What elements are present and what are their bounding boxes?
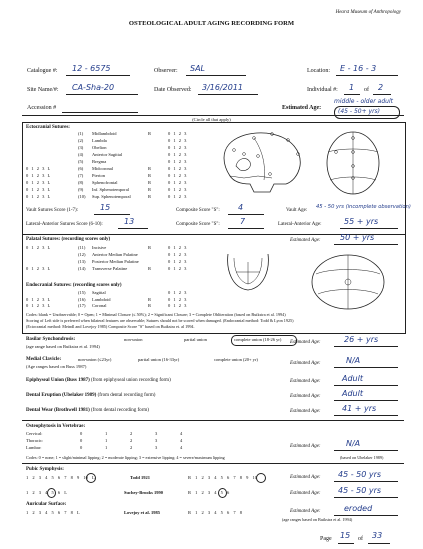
- clavicle-opt1: non-union (≤23yr): [78, 357, 112, 362]
- skull-lateral-diagram: [214, 128, 308, 196]
- basilar-circle: [231, 335, 297, 346]
- codes-line-1: Codes: blank = Unobservable; 0 = Open; 1 = Minimal Closure (≤ 50%); 2 = Significant Closure; 3 = Complete Obliteration (based on Buikstra et al. 1994): [26, 312, 286, 317]
- row-right-scale[interactable]: 0 1 2 3: [168, 166, 187, 171]
- date-label: Date Observed:: [154, 87, 192, 93]
- footer-page-label: Page: [320, 536, 332, 542]
- row-right-scale[interactable]: 0 1 2 3: [168, 303, 187, 309]
- pubic-todd-est-value[interactable]: 45 - 50 yrs: [338, 470, 382, 479]
- basilar-note: (age range based on Buikstra et al. 1994): [26, 344, 100, 349]
- vault-age-label: Vault Age:: [286, 208, 308, 213]
- epiphyseal-est-line: [334, 385, 398, 386]
- composite-a-line: [228, 214, 264, 215]
- osteophytosis-score-option[interactable]: 4: [180, 438, 183, 443]
- row-right-scale[interactable]: 0 1 2 3: [168, 180, 187, 185]
- osteophytosis-score-option[interactable]: 4: [180, 431, 183, 436]
- skull-superior-diagram: [322, 130, 384, 196]
- pubic-sb-est-value[interactable]: 45 - 50 yrs: [338, 486, 382, 495]
- row-right-marker: R: [148, 303, 152, 309]
- basilar-est-line: [334, 346, 398, 347]
- row-number: (10): [78, 194, 86, 199]
- individual-line: [344, 94, 360, 95]
- row-suture-name: Bregma: [92, 159, 107, 164]
- auricular-right[interactable]: R 1 2 3 4 5 6 7 8: [188, 510, 243, 515]
- row-right-scale[interactable]: 0 1 2 3: [168, 131, 187, 136]
- osteophytosis-score-option[interactable]: 1: [105, 438, 108, 443]
- catalogue-label: Catalogue #:: [27, 68, 58, 74]
- pubic-todd-est-label: Estimated Age:: [290, 475, 321, 480]
- row-right-scale[interactable]: 0 1 2 3: [168, 152, 187, 157]
- footer-page-line: [338, 543, 354, 544]
- osteophytosis-row-label: Cervical:: [26, 431, 43, 436]
- composite-b-label: Composite Score "S":: [176, 222, 220, 227]
- footer-of: of: [358, 536, 363, 542]
- osteophytosis-score-option[interactable]: 2: [130, 438, 133, 443]
- observer-value[interactable]: SAL: [190, 64, 206, 73]
- epiphyseal-label: Epiphyseal Union (Buss 1987): [26, 378, 90, 383]
- auricular-method: Lovejoy et al. 1985: [124, 510, 160, 515]
- row-number: (12): [78, 252, 86, 257]
- pubic-todd-method: Todd 1921: [130, 475, 150, 480]
- row-suture-name: Sphenofrontal: [92, 180, 118, 185]
- pubic-sb-method: Suchey-Brooks 1990: [124, 490, 164, 495]
- osteophytosis-codes-ref: (based on Ubelaker 1989): [340, 455, 384, 460]
- row-number: (4): [78, 152, 84, 157]
- location-line: [336, 75, 398, 76]
- row-right-marker: R: [148, 266, 152, 271]
- row-right-marker: R: [148, 187, 152, 192]
- pubic-sb-right-circle: [218, 488, 227, 498]
- vault-age-value[interactable]: 45 - 50 yrs (incomplete observation): [316, 204, 411, 210]
- epiphyseal-est-label: Estimated Age:: [290, 379, 321, 384]
- osteophytosis-score-option[interactable]: 3: [155, 445, 158, 450]
- osteophytosis-score-option[interactable]: 0: [80, 431, 83, 436]
- clavicle-est-value[interactable]: N/A: [346, 356, 361, 365]
- row-suture-name: Lambda: [92, 138, 107, 143]
- composite-a-value[interactable]: 4: [238, 203, 244, 212]
- auricular-note: (age ranges based on Buikstra et al. 1994): [282, 517, 353, 522]
- estimated-age-value-1[interactable]: middle - older adult: [334, 98, 393, 105]
- row-right-scale[interactable]: 0 1 2 3: [168, 187, 187, 192]
- row-right-marker: R: [148, 166, 152, 171]
- osteophytosis-score-option[interactable]: 1: [105, 445, 108, 450]
- accession-label: Accession #: [27, 105, 57, 111]
- row-right-scale[interactable]: 0 1 2 3: [168, 252, 187, 257]
- osteophytosis-score-option[interactable]: 4: [180, 445, 183, 450]
- individual-total-line: [373, 94, 391, 95]
- row-right-scale[interactable]: 0 1 2 3: [168, 138, 187, 143]
- site-label: Site Name/#:: [27, 87, 59, 93]
- basilar-opt1: non-union: [124, 337, 143, 342]
- row-right-scale[interactable]: 0 1 2 3: [168, 145, 187, 150]
- eruption-sub: (from dental recording form): [97, 393, 156, 398]
- eruption-label: Dental Eruption (Ubelaker 1989): [26, 393, 97, 398]
- palatal-est-value[interactable]: 50 + yrs: [340, 233, 375, 242]
- auricular-est-value[interactable]: eroded: [344, 504, 373, 513]
- composite-b-value[interactable]: 7: [240, 217, 246, 226]
- row-right-scale[interactable]: 0 1 2 3: [168, 194, 187, 199]
- row-left-scale[interactable]: 0 1 2 3 L: [26, 266, 51, 271]
- row-number: (7): [78, 173, 84, 178]
- wear-label: Dental Wear (Brothwell 1981): [26, 408, 90, 413]
- vault-score-label: Vault Sutures Score (1-7):: [26, 208, 79, 213]
- row-suture-name: Sup. Sphenotemporal: [92, 194, 131, 199]
- auricular-est-label: Estimated Age:: [290, 509, 321, 514]
- row-number: (5): [78, 159, 84, 164]
- row-right-marker: R: [148, 131, 152, 136]
- wear-est-line: [334, 415, 398, 416]
- eruption-est-line: [334, 400, 398, 401]
- row-number: (14): [78, 266, 86, 271]
- vault-score-line: [94, 214, 130, 215]
- lateral-age-line: [340, 228, 398, 229]
- row-right-scale[interactable]: 0 1 2 3: [168, 259, 187, 264]
- row-number: (3): [78, 145, 84, 150]
- row-number: (2): [78, 138, 84, 143]
- row-left-scale[interactable]: 0 1 2 3 L: [26, 180, 51, 185]
- osteophytosis-row-label: Thoracic:: [26, 438, 44, 443]
- row-suture-name: Obelion: [92, 145, 107, 150]
- osteophytosis-codes: Codes: 0 = none; 1 = slight/minimal lipping; 2 = moderate lipping; 3 = extensive lipping; 4 = severe/maximum lipping: [26, 455, 225, 460]
- lateral-score-line: [118, 228, 148, 229]
- accession-line: [62, 112, 138, 113]
- osteophytosis-score-option[interactable]: 0: [80, 445, 83, 450]
- epiphyseal-sub: (from epiphyseal union recording form): [91, 378, 171, 383]
- pubic-sb-left[interactable]: 1 2 3 4 5 6 L: [26, 490, 67, 495]
- row-right-scale[interactable]: 0 1 2 3: [168, 290, 187, 295]
- row-right-scale[interactable]: 0 1 2 3: [168, 245, 187, 250]
- osteophytosis-score-option[interactable]: 2: [130, 431, 133, 436]
- row-number: (11): [78, 245, 86, 250]
- row-suture-name: Coronal: [92, 303, 107, 309]
- row-number: (6): [78, 166, 84, 171]
- form-title: OSTEOLOGICAL ADULT AGING RECORDING FORM: [128, 20, 295, 27]
- row-suture-name: Transverse Palatine: [92, 266, 128, 271]
- wear-sub: (from dental recording form): [91, 408, 149, 413]
- basilar-label: Basilar Synchondrosis:: [26, 337, 76, 342]
- row-number: (13): [78, 259, 86, 264]
- row-suture-name: Posterior Median Palatine: [92, 259, 139, 264]
- osteophytosis-est-value[interactable]: N/A: [346, 439, 361, 448]
- row-number: (1): [78, 131, 84, 136]
- codes-line-2: Scoring of Left side is preferred when bilateral features are observable; Sutures should not be scored when damaged. (Endocranial method: Todd & Lyon 1925): [26, 318, 294, 323]
- composite-a-label: Composite Score "S":: [176, 208, 220, 213]
- row-right-scale[interactable]: 0 1 2 3: [168, 159, 187, 164]
- row-right-marker: R: [148, 173, 152, 178]
- basilar-est-label: Estimated Age:: [290, 340, 321, 345]
- row-right-marker: R: [148, 180, 152, 185]
- footer-total-line: [368, 543, 390, 544]
- individual-of: of: [364, 87, 369, 93]
- auricular-label: Auricular Surface:: [26, 502, 67, 507]
- row-left-scale[interactable]: 0 1 2 3 L: [26, 245, 51, 250]
- individual-label: Individual #:: [307, 87, 338, 93]
- lateral-score-label: Lateral-Anterior Sutures Score (6-10):: [26, 222, 103, 227]
- ectocranial-heading: Ectocranial Sutures:: [26, 125, 70, 130]
- auricular-left[interactable]: 1 2 3 4 5 6 7 8 L: [26, 510, 80, 515]
- clavicle-opt2: partial union (16-33yr): [138, 357, 180, 362]
- osteophytosis-score-option[interactable]: 3: [155, 438, 158, 443]
- clavicle-label: Medial Clavicle:: [26, 357, 62, 362]
- circle-note: (Circle all that apply): [192, 117, 231, 122]
- pubic-sb-right[interactable]: R 1 2 3 4 5 6: [188, 490, 230, 495]
- osteophytosis-est-line: [334, 450, 398, 451]
- row-right-marker: R: [148, 296, 152, 302]
- basilar-est-value[interactable]: 26 + yrs: [344, 335, 379, 344]
- observer-label: Observer:: [154, 68, 178, 74]
- pubic-todd-est-line: [334, 481, 398, 482]
- row-left-scale[interactable]: 0 1 2 3 L: [26, 173, 51, 178]
- row-left-scale[interactable]: 0 1 2 3 L: [26, 187, 51, 192]
- row-left-scale[interactable]: 0 1 2 3 L: [26, 194, 51, 199]
- pubic-label: Pubic Symphysis:: [26, 467, 64, 472]
- row-right-scale[interactable]: 0 1 2 3: [168, 266, 187, 271]
- date-line: [198, 94, 258, 95]
- osteophytosis-score-option[interactable]: 0: [80, 438, 83, 443]
- lateral-age-value[interactable]: 55 + yrs: [344, 217, 379, 226]
- site-value[interactable]: CA-Sha-20: [72, 83, 115, 92]
- osteophytosis-row-label: Lumbar:: [26, 445, 42, 450]
- location-label: Location:: [307, 68, 330, 74]
- divider-low: [22, 463, 404, 464]
- row-left-scale[interactable]: 0 1 2 3 L: [26, 303, 51, 309]
- row-number: (8): [78, 180, 84, 185]
- composite-b-line: [228, 228, 264, 229]
- pubic-sb-est-line: [334, 497, 398, 498]
- lateral-score-value[interactable]: 13: [124, 217, 135, 226]
- pubic-sb-left-circle: [47, 488, 56, 498]
- wear-est-label: Estimated Age:: [290, 409, 321, 414]
- wear-est-value[interactable]: 41 + yrs: [342, 404, 377, 413]
- row-number: (15): [78, 290, 86, 295]
- row-left-scale[interactable]: 0 1 2 3 L: [26, 296, 51, 302]
- row-suture-name: Incisive: [92, 245, 107, 250]
- clavicle-est-label: Estimated Age:: [290, 361, 321, 366]
- osteophytosis-score-option[interactable]: 3: [155, 431, 158, 436]
- footer-total-value: 33: [372, 531, 383, 540]
- pubic-todd-right-circle: [256, 473, 266, 483]
- row-left-scale[interactable]: 0 1 2 3 L: [26, 166, 51, 171]
- osteophytosis-est-label: Estimated Age:: [290, 444, 321, 449]
- individual-total[interactable]: 2: [378, 83, 384, 92]
- row-suture-name: Anterior Median Palatine: [92, 252, 138, 257]
- pubic-todd-right[interactable]: R 1 2 3 4 5 6 7 8 9 10: [188, 475, 258, 480]
- row-suture-name: Pterion: [92, 173, 105, 178]
- row-suture-name: Midcoronal: [92, 166, 113, 171]
- estimated-age-label: Estimated Age:: [282, 105, 322, 111]
- palatal-heading: Palatal Sutures: (recording scores only): [26, 237, 111, 242]
- divider-top: [22, 115, 404, 116]
- divider-mid: [22, 420, 404, 421]
- catalogue-line: [66, 75, 130, 76]
- row-right-marker: R: [148, 245, 152, 250]
- palatal-est-line: [334, 244, 398, 245]
- codes-line-3: (Ectocranial method: Meindl and Lovejoy 1985) Composite Score "S" based on Buikstra et. al 1994.: [26, 324, 195, 329]
- clavicle-est-line: [334, 367, 398, 368]
- museum-name: Hearst Museum of Anthropology: [335, 10, 401, 15]
- row-number: (16): [78, 296, 86, 302]
- row-right-marker: R: [148, 194, 152, 199]
- lateral-age-label: Lateral-Anterior Age:: [278, 222, 322, 227]
- pubic-todd-left[interactable]: 1 2 3 4 5 6 7 8 9 10 L: [26, 475, 95, 480]
- estimated-age-value-2[interactable]: (45 - 50+ yrs): [338, 108, 381, 115]
- row-right-scale[interactable]: 0 1 2 3: [168, 296, 187, 302]
- pubic-sb-est-label: Estimated Age:: [290, 491, 321, 496]
- row-suture-name: Midlambdoid: [92, 131, 117, 136]
- individual-value[interactable]: 1: [349, 83, 355, 92]
- osteophytosis-score-option[interactable]: 2: [130, 445, 133, 450]
- clavicle-note: (Age ranges based on Buss 1987): [26, 364, 87, 369]
- pubic-todd-left-circle: [86, 473, 96, 483]
- osteophytosis-score-option[interactable]: 1: [105, 431, 108, 436]
- catalogue-value[interactable]: 12 - 6575: [72, 64, 111, 73]
- endocranial-diagram: [308, 252, 388, 312]
- palatal-est-label: Estimated Age:: [290, 238, 321, 243]
- row-suture-name: Anterior Sagittal: [92, 152, 123, 157]
- osteophytosis-label: Osteophytosis in Vertebrae:: [26, 424, 86, 429]
- auricular-est-line: [334, 515, 398, 516]
- row-suture-name: Lambdoid: [92, 296, 111, 302]
- observer-line: [186, 75, 246, 76]
- eruption-est-value[interactable]: Adult: [342, 389, 363, 398]
- vault-score-value[interactable]: 15: [100, 203, 111, 212]
- date-value[interactable]: 3/16/2011: [202, 83, 244, 92]
- row-right-scale[interactable]: 0 1 2 3: [168, 173, 187, 178]
- footer-page-value: 15: [340, 531, 351, 540]
- site-line: [66, 94, 138, 95]
- row-suture-name: Sagittal: [92, 290, 106, 295]
- row-number: (17): [78, 303, 86, 309]
- palate-diagram: [222, 250, 274, 294]
- row-suture-name: Inf. Sphenotemporal: [92, 187, 129, 192]
- eruption-est-label: Estimated Age:: [290, 394, 321, 399]
- endocranial-heading: Endocranial Sutures: (recording scores only): [26, 283, 122, 288]
- clavicle-opt3: complete union (20+ yr): [214, 357, 258, 362]
- basilar-opt2: partial union: [184, 337, 207, 342]
- row-number: (9): [78, 187, 84, 192]
- basilar-opt3[interactable]: complete union (18-26 yr): [234, 337, 282, 342]
- epiphyseal-est-value[interactable]: Adult: [342, 374, 363, 383]
- location-value[interactable]: E - 16 - 3: [340, 64, 377, 73]
